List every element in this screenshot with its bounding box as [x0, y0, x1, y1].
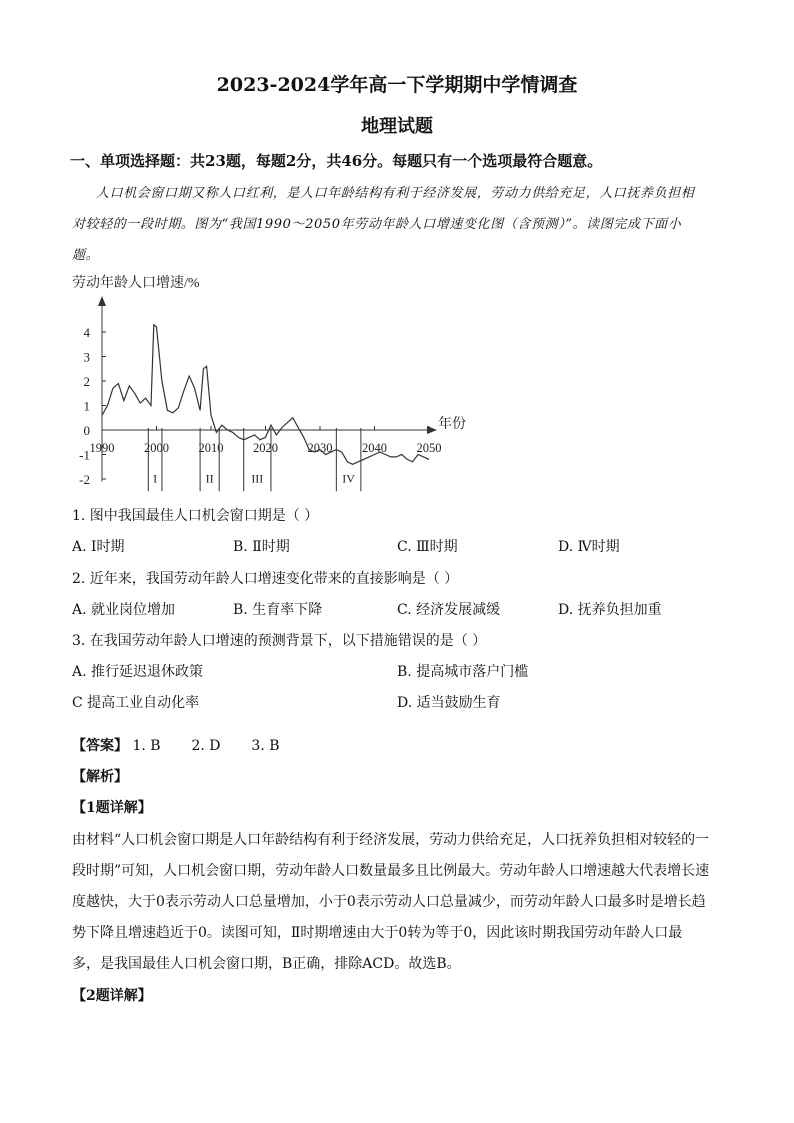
answer-1: 1. B	[132, 738, 161, 754]
period-label: IV	[342, 471, 355, 486]
q1-detail-line-2: 段时期”可知，人口机会窗口期，劳动年龄人口数量最多且比例最大。劳动年龄人口增速越大代表增长速	[72, 863, 710, 879]
x-tick-label: 2010	[198, 441, 224, 455]
material-line-2: 对较轻的一段时期。图为“我国1990～2050年劳动年龄人口增速变化图（含预测）”。读图完成下面小	[72, 217, 682, 232]
q3-option-b: B. 提高城市落户门槛	[397, 664, 529, 680]
material-line-3: 题。	[72, 248, 100, 263]
q1-option-d: D. Ⅳ时期	[558, 539, 620, 555]
q1-detail-line-3: 度越快，大于0表示劳动人口总量增加，小于0表示劳动人口总量减少，而劳动年龄人口最多时是增长趋	[72, 894, 706, 910]
analysis-label: 【解析】	[72, 769, 128, 785]
exam-title: 2023-2024学年高一下学期期中学情调查	[216, 74, 578, 96]
x-tick-label: 1990	[89, 441, 115, 455]
q2-option-b: B. 生育率下降	[233, 602, 323, 618]
q3-option-d: D. 适当鼓励生育	[397, 695, 501, 711]
q2-option-c: C. 经济发展减缓	[397, 602, 501, 618]
question-3-stem: 3. 在我国劳动年龄人口增速的预测背景下，以下措施错误的是（ ）	[72, 633, 487, 649]
exam-subject: 地理试题	[361, 116, 433, 137]
q1-detail-label: 【1题详解】	[72, 800, 152, 816]
x-tick-label: 2030	[307, 441, 333, 455]
section-heading: 一、单项选择题：共23题，每题2分，共46分。每题只有一个选项最符合题意。	[70, 152, 603, 170]
q2-detail-label: 【2题详解】	[72, 988, 152, 1004]
question-2-stem: 2. 近年来，我国劳动年龄人口增速变化带来的直接影响是（ ）	[72, 571, 459, 587]
y-tick-label: 4	[83, 325, 90, 340]
x-tick-label: 2020	[253, 441, 278, 455]
y-tick-label: 2	[83, 374, 90, 389]
x-tick-label: 2050	[416, 441, 442, 455]
x-tick-label: 2040	[362, 441, 387, 455]
q2-option-a: A. 就业岗位增加	[72, 602, 176, 618]
y-tick-label: 0	[83, 423, 90, 438]
q1-option-c: C. Ⅲ时期	[397, 539, 458, 555]
chart-periods	[148, 428, 361, 491]
answer-label: 【答案】	[72, 738, 128, 754]
y-tick-label: 3	[83, 349, 90, 365]
q1-detail-line-1: 由材料“人口机会窗口期是人口年龄结构有利于经济发展，劳动力供给充足，人口抚养负担相对较轻的一	[72, 832, 710, 848]
period-label: II	[205, 471, 214, 486]
q1-option-a: A. Ⅰ时期	[72, 539, 125, 555]
answer-3: 3. B	[251, 738, 280, 754]
x-tick-label: 2000	[144, 441, 169, 455]
q1-detail-line-4: 势下降且增速趋近于0。读图可知，Ⅱ时期增速由大于0转为等于0，因此该时期我国劳动年龄人口最	[72, 925, 683, 941]
answer-block	[72, 735, 280, 755]
chart-xlabel: 年份	[438, 417, 466, 432]
y-tick-label: 1	[83, 398, 90, 414]
chart-ylabel: 劳动年龄人口增速/%	[72, 276, 200, 291]
material-line-1: 人口机会窗口期又称人口红利，是人口年龄结构有利于经济发展，劳动力供给充足，人口抚养负担相	[96, 186, 695, 201]
y-tick-label: -1	[79, 447, 90, 463]
y-tick-label: -2	[79, 472, 90, 487]
q1-option-b: B. Ⅱ时期	[233, 539, 290, 555]
period-label: I	[153, 471, 158, 486]
q1-detail-line-5: 多，是我国最佳人口机会窗口期，B正确，排除ACD。故选B。	[72, 956, 461, 972]
labor-growth-chart	[62, 268, 482, 500]
answer-2: 2. D	[191, 738, 221, 754]
period-label: III	[251, 471, 264, 486]
q2-option-d: D. 抚养负担加重	[558, 602, 662, 618]
q3-option-a: A. 推行延迟退休政策	[72, 664, 204, 680]
q3-option-c: C 提高工业自动化率	[72, 695, 200, 711]
y-axis-arrow	[98, 296, 106, 306]
question-1-stem: 1. 图中我国最佳人口机会窗口期是（ ）	[72, 508, 319, 524]
